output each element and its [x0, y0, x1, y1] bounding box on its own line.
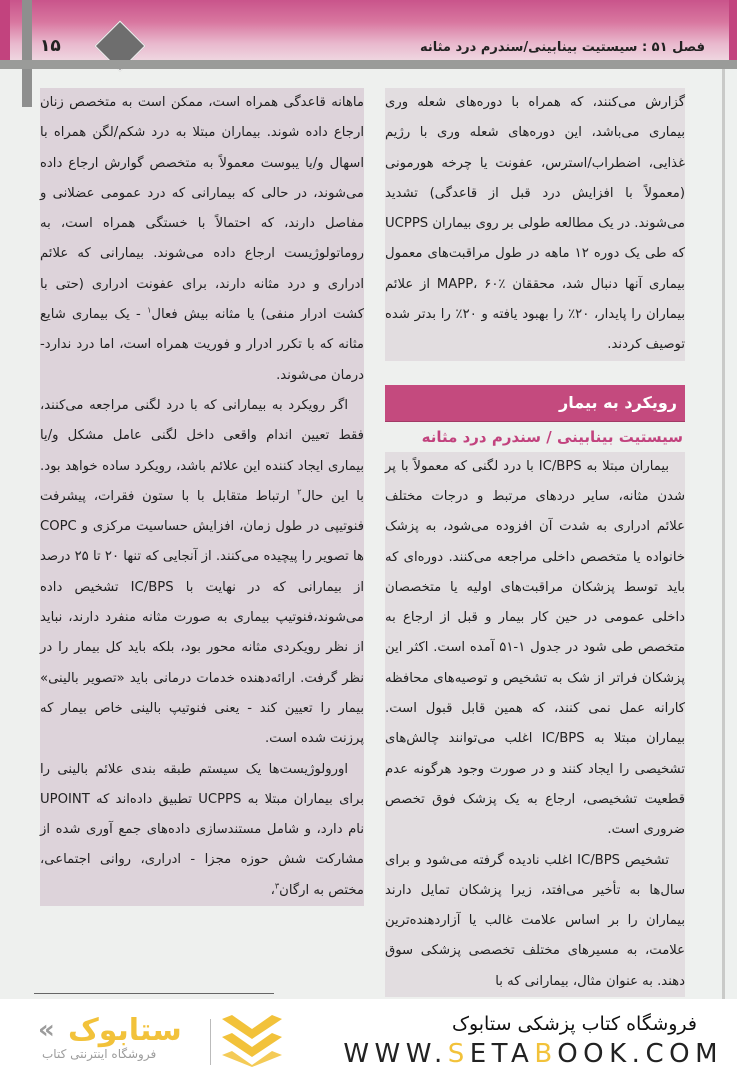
- watermark-footer: [0, 999, 737, 1079]
- setabook-logo[interactable]: [38, 1013, 288, 1069]
- page-edge-line: [722, 69, 725, 999]
- paragraph-text: تشخیص IC/BPS اغلب نادیده گرفته می‌شود و برای سال‌ها به تأخیر می‌افتد، زیرا پزشکان تمایل دارند بیماران را بر اساس علامت غالب یا آزاردهنده‌ترین علامت، به مسیرهای مختلف تخصصی پزشکی سوق دهند. به عنوان مثال، بیمارانی که با: [385, 852, 685, 989]
- section-subtitle: سیستیت بینابینی / سندرم درد مثانه: [421, 427, 683, 446]
- store-title: فروشگاه کتاب پزشکی ستابوک: [451, 1013, 697, 1035]
- margin-strip: [22, 69, 32, 107]
- double-chevron-icon: «: [38, 1015, 55, 1045]
- url-highlight: S: [447, 1039, 470, 1069]
- logo-wordmark: ستابوک: [68, 1013, 182, 1048]
- right-column: [385, 88, 685, 997]
- store-url[interactable]: [343, 1039, 723, 1069]
- paragraph: [385, 88, 685, 361]
- paragraph-text: ،: [270, 882, 275, 898]
- header-rule: [0, 60, 737, 69]
- logo-tagline: فروشگاه اینترنتی کتاب: [42, 1047, 157, 1061]
- url-part: ETA: [469, 1039, 535, 1069]
- paragraph-text: ارتباط متقابل با با ستون فقرات، پیشرفت فنوتیپی در طول زمان، افزایش حساسیت مرکزی و COPC ها تصویر را پیچیده می‌کنند. از آنجایی که تنها ۲۰ تا ۲۵ درصد از بیمارانی که در نهایت با IC/BPS تشخیص داده می‌شوند،فنوتیپ بیماری به صورت مثانه منفرد دارند، نباید از نظر رویکردی مثانه محور بود، بلکه باید کل بیمار را در نظر گرفت. ارائه‌دهنده خدمات درمانی باید «تصویر بالینی» بیمار را تعیین کند - یعنی فنوتیپ بالینی خاص بیمار که پرزنت شده است.: [40, 488, 364, 747]
- footnote-marker: ۱: [147, 305, 152, 315]
- left-column: [40, 88, 364, 906]
- chevron-stack-icon: [222, 1015, 282, 1067]
- paragraph-text: گزارش می‌کنند، که همراه با دوره‌های شعله وری بیماری می‌باشد، این دوره‌های شعله وری با رژیم غذایی، اضطراب/استرس، عفونت یا چرخه هورمونی (معمولاً با افزایش درد قبل از قاعدگی) تشدید می‌شوند. در یک مطالعه طولی بر روی بیماران UCPPS که طی یک دوره ۱۲ ماهه در طول مراقبت‌های معمول بیماری آنها دنبال شد، محققان MAPP، ۶۰٪ از علائم بیماران را پایدار، ۲۰٪ را بهبود یافته و ۲۰٪ را بدتر شده توصیف کردند.: [385, 95, 685, 353]
- footnote-marker: ۲: [297, 487, 302, 497]
- url-part: WWW.: [343, 1039, 448, 1069]
- section-title-banner: رویکرد به بیمار: [385, 385, 685, 422]
- url-part: OOK.COM: [557, 1039, 723, 1069]
- paragraph-text: - یک بیماری شایع مثانه که با تکرر ادرار و فوریت همراه است، اما درد ندارد- درمان می‌شوند.: [40, 307, 364, 383]
- paragraph: [40, 88, 364, 391]
- paragraph-text: اورولوژیست‌ها یک سیستم طبقه بندی علائم بالینی را برای بیماران مبتلا به UCPPS تطبیق داده‌اند که UPOINT نام دارد، و شامل مستندسازی داده‌های جمع آوری شده از مشارکت شش حوزه مجزا - ادراری، روانی اجتماعی، مختص به ارگان: [40, 761, 365, 898]
- paragraph: [385, 846, 685, 997]
- paragraph-text: اگر رویکرد به بیمارانی که با درد لگنی مراجعه می‌کنند، فقط تعیین اندام واقعی داخل لگنی عامل مشکل و/یا بیماری ایجاد کننده این علائم باشد، رویکرد ساده خواهد بود. با این حال: [40, 397, 364, 504]
- page-number: ۱۵: [40, 36, 61, 56]
- paragraph-text: بیماران مبتلا به IC/BPS با درد لگنی که معمولاً با پر شدن مثانه، سایر دردهای مرتبط و درجات مختلف علائم ادراری به شدت آن افزوده می‌شود، به پزشک خانواده یا متخصص داخلی مراجعه می‌کنند. دوره‌ای که باید توسط پزشکان مراقبت‌های اولیه یا متخصصان داخلی عمومی در حین کار بیمار و قبل از ارجاع به متخصص طی شود در جدول ۱-۵۱ آمده است. اکثر این پزشکان فراتر از شک به تشخیص و توصیه‌های محافظه کارانه عمل نمی کنند، که همین قابل قبول است. بیماران مبتلا به IC/BPS اغلب می‌توانند چالش‌های تشخیصی را ایجاد کنند و در صورت وجود هرگونه عدم قطعیت تشخیصی، ارجاع به یک پزشک فوق تخصص ضروری است.: [385, 458, 685, 838]
- header-left-accent: [0, 0, 10, 62]
- paragraph: [40, 391, 364, 755]
- right-column-intro: [385, 88, 685, 361]
- paragraph: [385, 452, 685, 846]
- page-header: [0, 0, 737, 62]
- footnote-divider: [34, 993, 274, 994]
- header-vertical-strip: [22, 0, 32, 62]
- right-column-body: [385, 452, 685, 997]
- url-highlight: B: [534, 1039, 558, 1069]
- logo-divider: [210, 1019, 211, 1065]
- paragraph: [40, 755, 364, 906]
- page-right-margin: [690, 69, 737, 999]
- header-right-accent: [729, 0, 737, 62]
- footnote-marker: ۳: [274, 881, 280, 891]
- paragraph-text: ماهانه قاعدگی همراه است، ممکن است به متخصص زنان ارجاع داده شوند. بیماران مبتلا به درد شکم/لگن همراه با اسهال و/یا یبوست معمولاً به متخصص گوارش ارجاع داده می‌شوند، در حالی که بیمارانی که درد عمومی عضلانی و مفاصل دارند، که احتمالاً با خستگی همراه است، به روماتولوژیست ارجاع داده می‌شوند. بیمارانی که علائم ادراری و درد مثانه دارند، برای عفونت ادراری (حتی با کشت ادرار منفی) یا مثانه بیش فعال: [40, 95, 364, 323]
- running-title: فصل ۵۱ : سیستیت بینابینی/سندرم درد مثانه: [419, 40, 705, 55]
